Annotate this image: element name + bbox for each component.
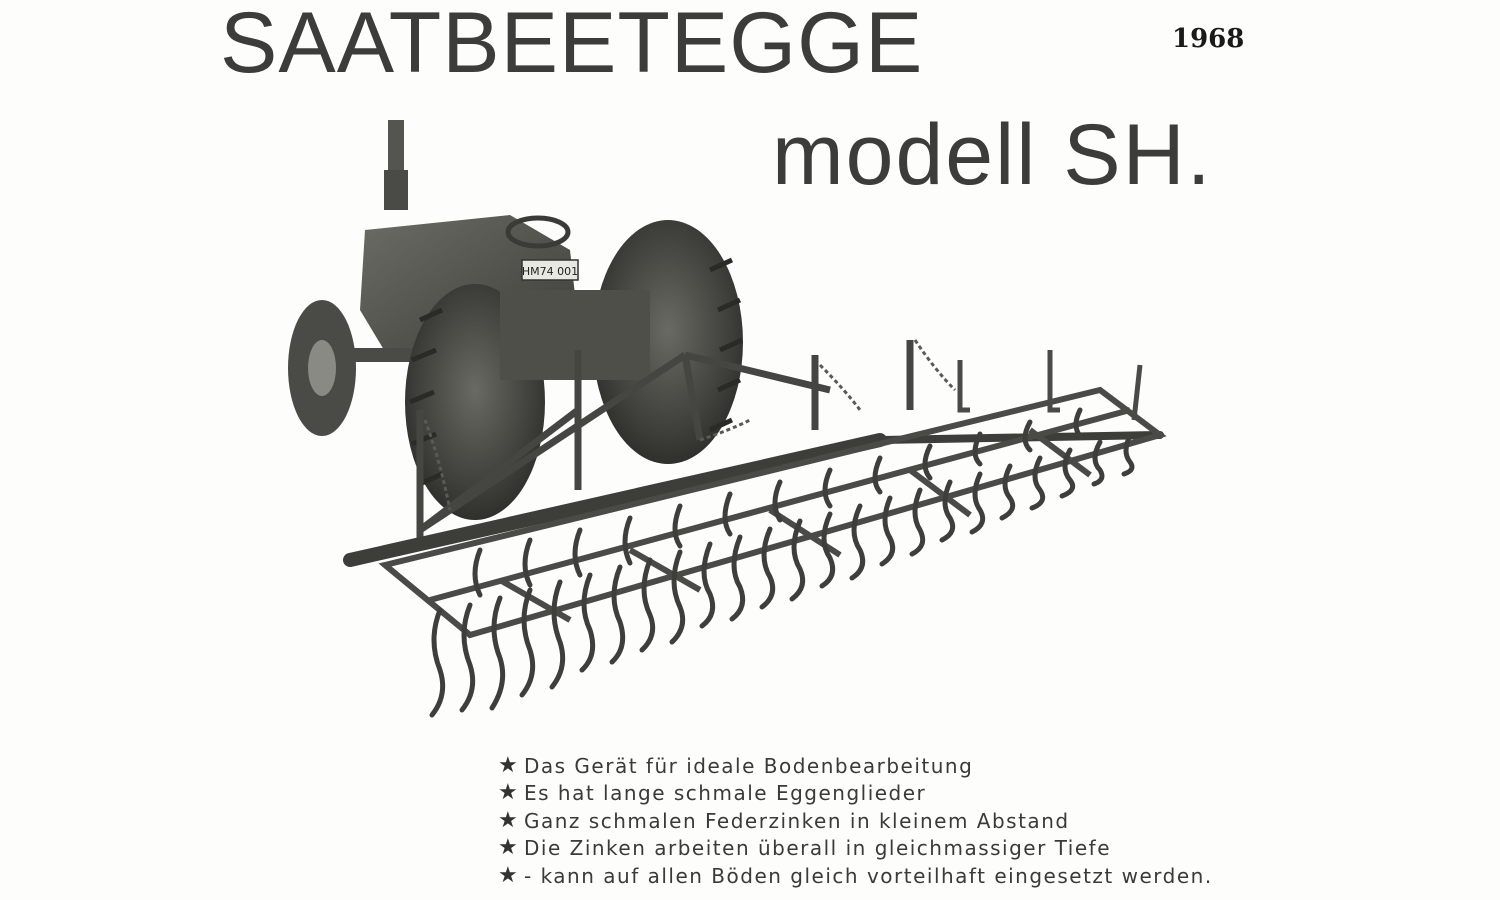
feature-text: Das Gerät für ideale Bodenbearbeitung bbox=[524, 753, 974, 778]
feature-text: Die Zinken arbeiten überall in gleichmassiger Tiefe bbox=[524, 836, 1111, 861]
feature-item bbox=[498, 752, 1213, 780]
tractor-with-harrow-photo bbox=[270, 110, 1180, 740]
feature-text: Es hat lange schmale Eggenglieder bbox=[524, 781, 927, 806]
page-title: SAATBEETEGGE bbox=[220, 0, 924, 91]
star-icon: ★ bbox=[498, 862, 520, 888]
feature-text: - kann auf allen Böden gleich vorteilhaft eingesetzt werden. bbox=[524, 863, 1213, 888]
feature-item bbox=[498, 780, 1213, 808]
depth-adjusters bbox=[960, 350, 1140, 420]
license-plate-text: HM74 001 bbox=[521, 265, 579, 278]
feature-item bbox=[498, 835, 1213, 863]
star-icon: ★ bbox=[498, 835, 520, 861]
star-icon: ★ bbox=[498, 752, 520, 778]
model-subtitle: modell SH. bbox=[772, 107, 1213, 203]
year-label: 1968 bbox=[1172, 24, 1245, 54]
star-icon: ★ bbox=[498, 807, 520, 833]
feature-text: Ganz schmalen Federzinken in kleinem Abstand bbox=[524, 808, 1070, 833]
feature-item bbox=[498, 807, 1213, 835]
feature-item bbox=[498, 862, 1213, 890]
feature-list bbox=[498, 752, 1213, 890]
star-icon: ★ bbox=[498, 780, 520, 806]
